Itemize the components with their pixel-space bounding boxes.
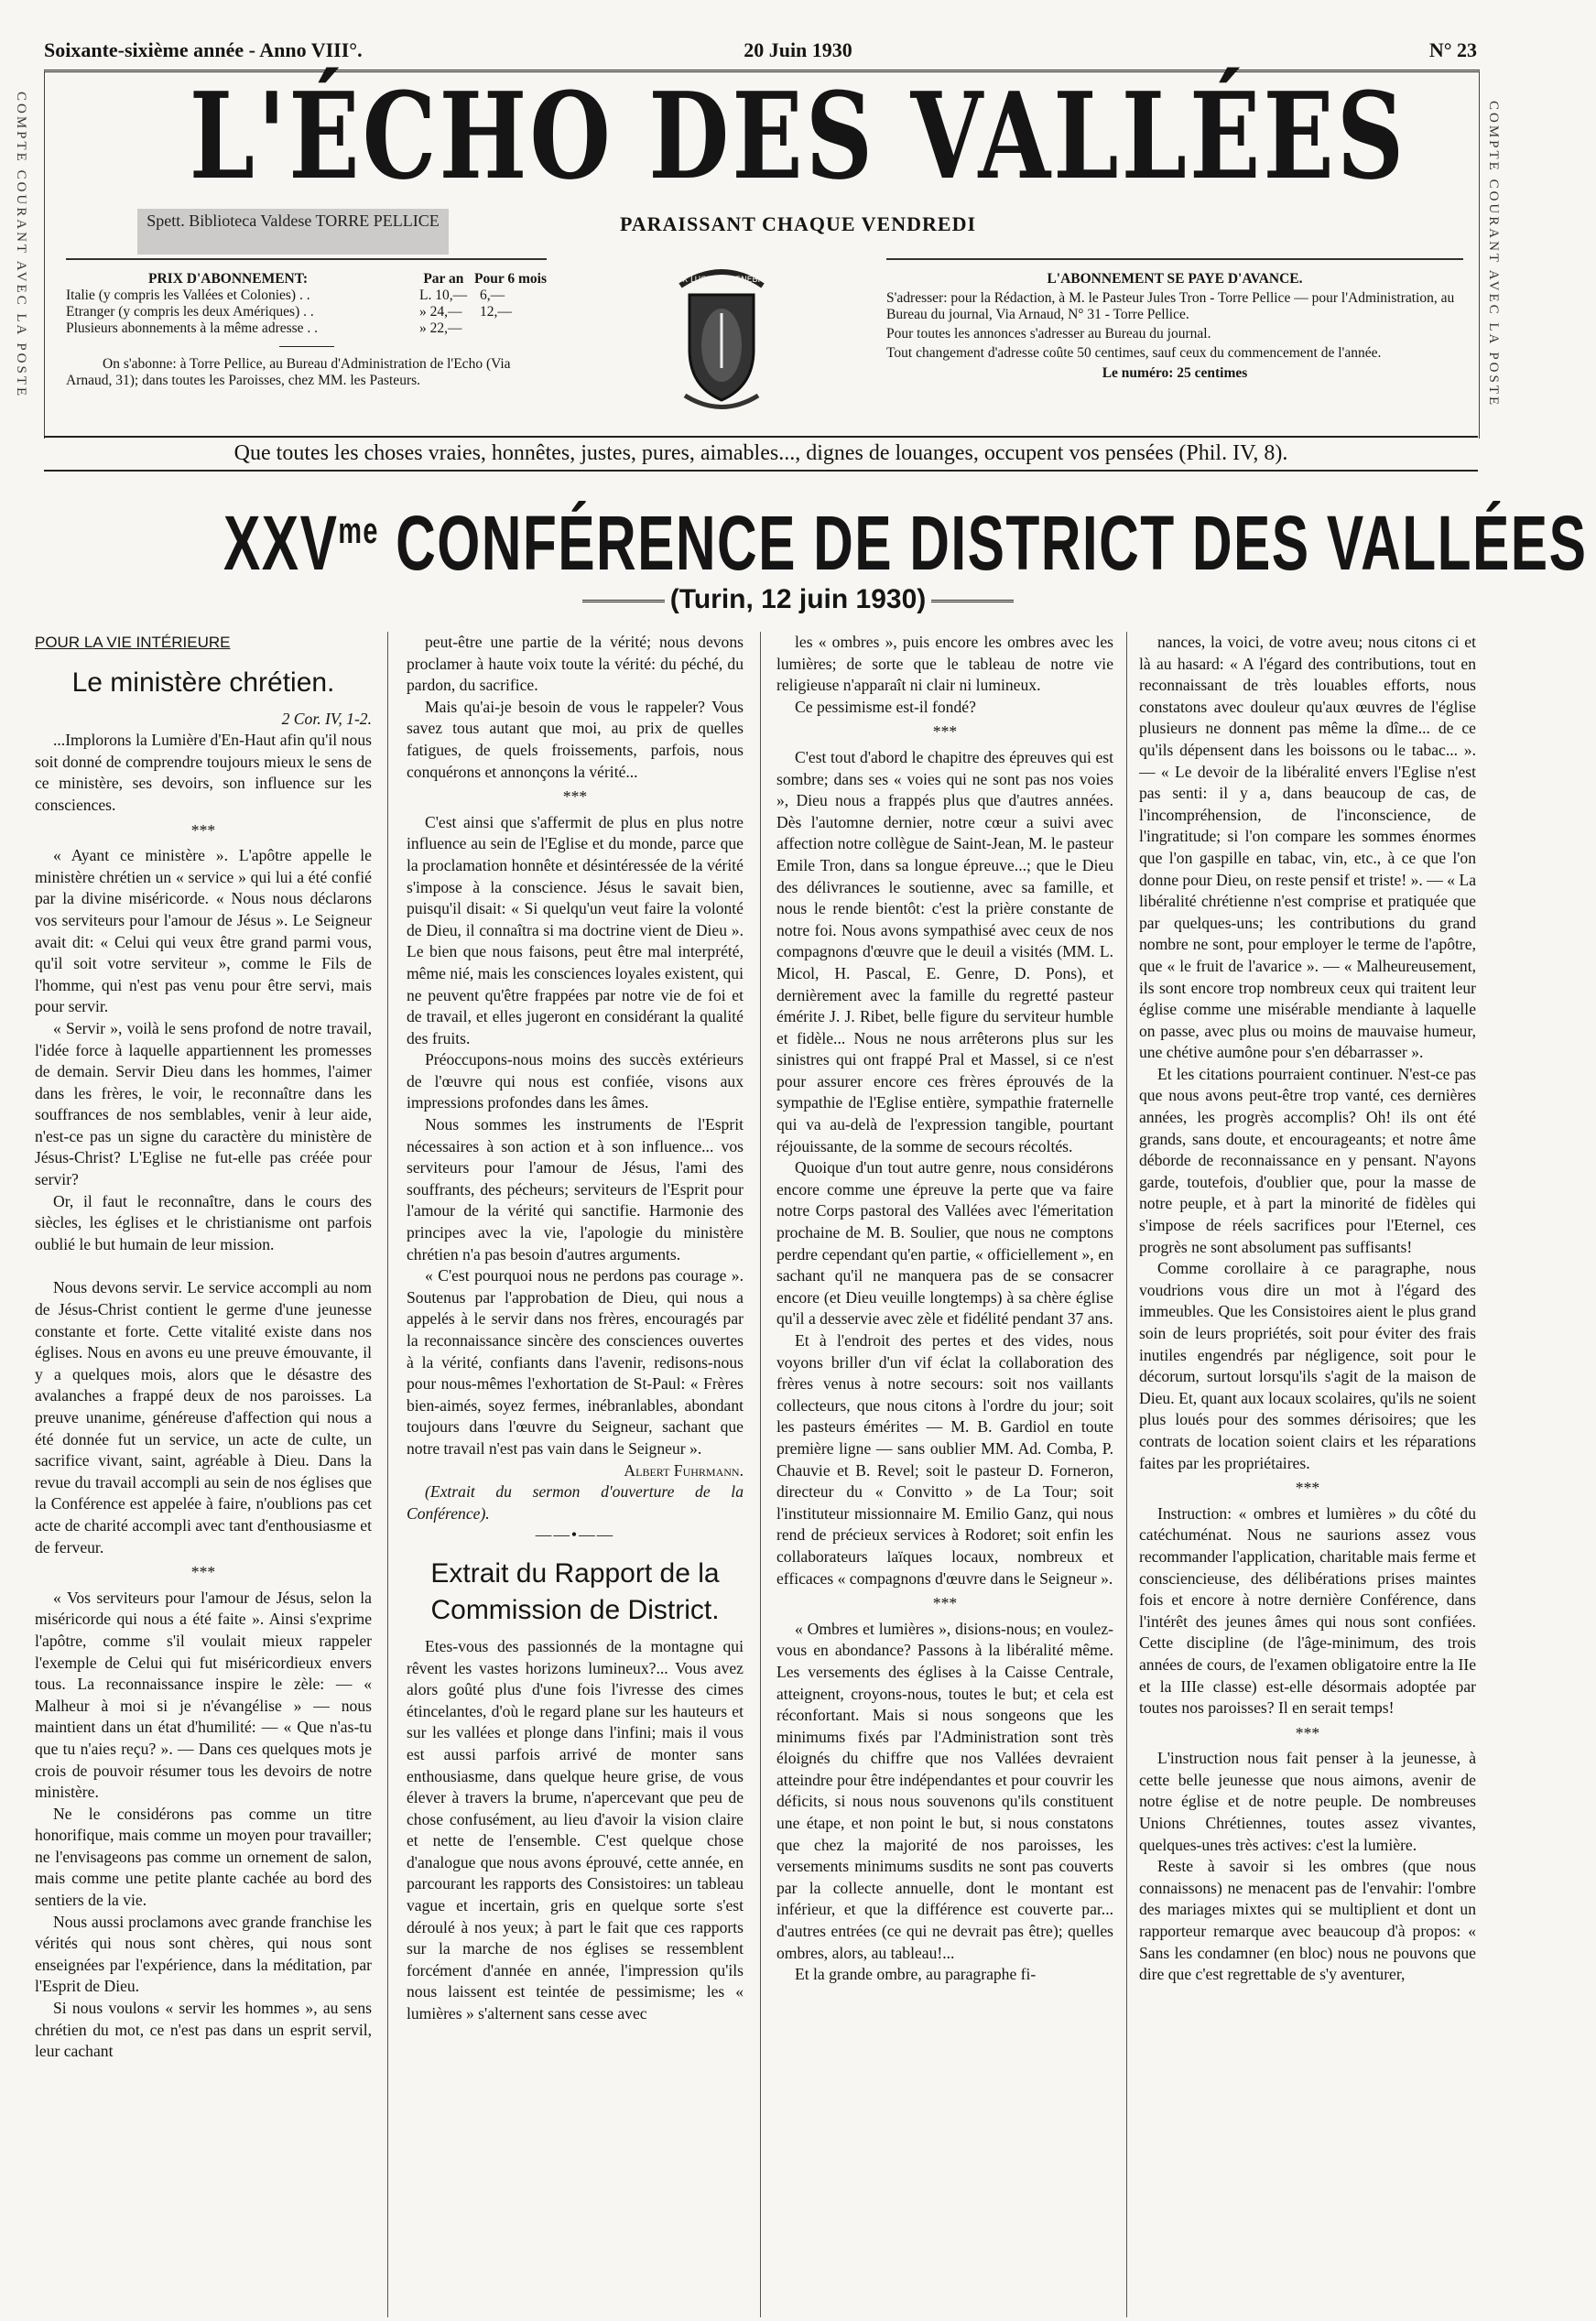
price-year: » 22,—	[419, 320, 462, 336]
price-six: 6,—	[480, 287, 505, 303]
source-note: (Extrait du sermon d'ouverture de la Conférence).	[407, 1482, 744, 1523]
emblem-motto: LUX LUCET IN TENEBRIS	[671, 276, 772, 285]
price-row	[66, 304, 517, 320]
paragraph: Reste à savoir si les ombres (que nous connaissons) ne menacent pas de l'envahir: l'ombre des mariages mixtes qui se multiplient et dont un rapporteur remarque avec beaucoup d'à propos: « Sans les condamner (en bloc) nous ne pouvons que dire que c'est regrettable de s'y aventurer,	[1139, 1857, 1476, 1984]
section-separator: ***	[1295, 1723, 1320, 1742]
section-label: POUR LA VIE INTÉRIEURE	[35, 634, 231, 651]
paragraph: L'instruction nous fait penser à la jeunesse, à cette belle jeunesse que nous aimons, avenir de notre église et de notre peuple. De nombreuses Unions Chrétiennes, toutes assez vivantes, quelques-unes très actives: c'est la lumière.	[1139, 1749, 1476, 1854]
author-signature: Albert Fuhrmann.	[624, 1460, 744, 1480]
price-row	[66, 320, 517, 337]
headline-sup: me	[338, 511, 379, 551]
paragraph: Nous devons servir. Le service accompli au nom de Jésus-Christ contient le germe d'une jeunesse constante et forte. Cette vitalité existe dans nos églises. Nous en avons eu une preuve émouvante, il y a quelques mois, alors que le désastre des avalanches a frappé deux de nos paroisses. La preuve unanime, généreuse d'affection qui nous a été donnée fut un service, un acte de culte, un sacrifice vivant, saint, agréable à Dieu. Dans la revue du travail accompli au sein de nos églises que la Conférence est appelée à faire, n'oublions pas cet acte de charité accompli avec tant d'enthousiasme et de ferveur.	[35, 1278, 372, 1556]
main-headline	[223, 487, 1588, 586]
spacer	[35, 1255, 372, 1277]
paragraph: Etes-vous des passionnés de la montagne qui rêvent les vastes horizons lumineux?... Vous avez alors goûté plus d'une fois l'ivresse des cimes étincelantes, d'où le regard plane sur les hauteurs et sur les vallées et plonge dans l'infini; mais il vous est aussi parfois arrivé de monter sans enthousiasme, dans quelque heure grise, de vous élever à travers la brume, n'apercevant que peu de chose confusément, au lieu d'avoir la vision claire et nette de l'ensemble. C'est quelque chose d'analogue que nous avons éprouvé, cette année, en parcourant les rapports des Consistoires: un tableau vague et incertain, gris en quelque sorte s'est déroulé à nos yeux; à part le fait que ces rapports sur la marche de nos églises se ressemblent forcément d'année en année, l'impression qu'ils nous laissent est teintée de pessimisme; les « lumières » s'alternent sans cesse avec	[407, 1636, 744, 2023]
paragraph: peut-être une partie de la vérité; nous devons proclamer à haute voix toute la vérité: du péché, du pardon, du sacrifice.	[407, 633, 744, 695]
column-2	[407, 632, 744, 2317]
paragraph: Et à l'endroit des pertes et des vides, nous voyons briller d'un vif éclat la collaboration des frères venus à notre secours: soit nos vaillants collecteurs, que nous citons à l'ordre du jour; soit les pasteurs émérites — M. B. Gardiol en toute première ligne — sans oublier MM. Ad. Comba, P. Chauvie et B. Revel; soit le pasteur D. Forneron, directeur du « Convitto » de La Tour; soit l'instituteur missionnaire M. Emilio Ganz, qui nous rend de précieux services à Rodoret; soit enfin les collaborateurs laïques locaux, nombreux et efficaces « compagnons d'œuvre dans le Seigneur ».	[776, 1331, 1113, 1588]
article-title: Extrait du Rapport de la Commission de District.	[430, 1557, 720, 1625]
paragraph: « Ombres et lumières », disions-nous; en voulez-vous en abondance? Passons à la libéralité même. Les versements des églises à la Caisse Centrale, atteignent, croyons-nous, toutes le but; et cela est réconfortant. Mais si nous songeons que les minimums fixés par l'Administration sont très éloignés du chiffre que nos Vallées devraient atteindre pour être indépendantes et pour couvrir les déficits, si nous nous souvenons qu'ils constituent une étape, et non point le but, si nous constatons que chez la majorité de nos paroisses, les versements minimums susdits ne sont pas couverts par la collecte annuelle, dont le montant est inférieur, et que la différence est couverte par... d'autres entrées (ce qui ne devrait pas être); quelles ombres, alors, au tableau!...	[776, 1619, 1113, 1962]
paragraph: nances, la voici, de votre aveu; nous citons ci et là au hasard: « A l'égard des contributions, tout en reconnaissant de très louables efforts, nous constatons avec douleur qu'aux œuvres de l'église plusieurs ne donnent pas même la dîme... de ce qu'ils dépensent dans les boissons ou le tabac... ». — « Le devoir de la libéralité envers l'Eglise n'est pas senti: il y a, dans beaucoup de cas, de l'incompréhension, de l'inconscience, de l'ingratitude; si l'on compare les sommes énormes que l'on gaspille en tabac, vin, etc., à ce que l'on donne pour Dieu, on reste pensif et triste! ». — « La libéralité chrétienne n'est comprise et pratiquée que par quelques-uns; les contributions du grand nombre ne sont, pour employer le terme de l'apôtre, que « le fruit de l'avarice ». — « Malheureusement, ils sont encore trop nombreux ceux qui traitent leur église comme une misérable mendiante à laquelle on passe, avec plus ou moins de mauvaise humeur, une chétive aumône pour s'en débarrasser ».	[1139, 633, 1476, 1062]
paragraph: Ce pessimisme est-il fondé?	[795, 697, 976, 716]
price-label: Plusieurs abonnements à la même adresse . .	[66, 320, 319, 336]
price-six	[480, 320, 517, 337]
headline-subtitle	[0, 584, 1596, 615]
paragraph: « Ayant ce ministère ». L'apôtre appelle le ministère chrétien un « service » qui lui a été confié par la divine miséricorde. « Nous nous déclarons vos serviteurs pour l'amour de Jésus ». Le Seigneur avait dit: « Celui qui veux être grand parmi vous, qu'il soit votre serviteur », comme le Fils de l'homme, qui n'est pas venu pour être servi, mais pour servir.	[35, 846, 372, 1016]
scripture-reference: 2 Cor. IV, 1-2.	[281, 709, 372, 728]
section-separator: ***	[1295, 1479, 1320, 1498]
motto: Que toutes les choses vraies, honnêtes, justes, pures, aimables..., dignes de louanges, occupent vos pensées (Phil. IV, 8).	[44, 436, 1478, 472]
paragraph: « Servir », voilà le sens profond de notre travail, l'idée force à laquelle appartiennent les promesses de demain. Servir Dieu dans les hommes, l'aimer dans les frères, le voir, le reconnaître dans les souffrances de nos semblables, venir à leur aide, n'est-ce pas un signe du caractère du ministère de Jésus-Christ? L'Eglise ne fut-elle pas créée pour servir?	[35, 1018, 372, 1189]
paragraph: « Vos serviteurs pour l'amour de Jésus, selon la miséricorde qui nous a été faite ». Ainsi s'exprime l'apôtre, comme s'il voulait mieux rappeler l'exemple de Celui qui fut miséricordieux envers tous. La reconnaissance inspire le zèle: — « Malheur à moi si je n'évangélise » — nous maintient dans un état d'humilité: — « Que n'as-tu que tu n'aies reçu? ». — Dans ces quelques mots je crois de pouvoir résumer tous les devoirs de notre ministère.	[35, 1588, 372, 1802]
paragraph: C'est ainsi que s'affermit de plus en plus notre influence au sein de l'Eglise et du monde, parce que la proclamation honnête et désintéressée de la vérité s'impose à la conscience. Jésus le savait bien, puisqu'il disait: « Si quelqu'un veut faire la volonté de Dieu, il connaîtra si ma doctrine vient de Dieu ». Le bien que nous faisons, peut être mal interprété, même nié, mais les consciences loyales existent, qui ne peuvent qu'être frappées par notre vie de foi et de travail, et elles jugeront en considérant la qualité des fruits.	[407, 812, 744, 1047]
column-divider	[760, 632, 761, 2317]
paragraph: Préoccupons-nous moins des succès extérieurs de l'œuvre qui nous est confiée, visons aux impressions profondes dans les âmes.	[407, 1050, 744, 1112]
info-address: S'adresser: pour la Rédaction, à M. le Pasteur Jules Tron - Torre Pellice — pour l'Administration, au Bureau du journal, Via Arnaud, N° 31 - Torre Pellice.	[886, 290, 1455, 322]
column-4	[1139, 632, 1476, 2317]
paragraph: Ne le considérons pas comme un titre honorifique, mais comme un moyen pour travailler; ne l'envisageons pas comme un ornement de salon, mais comme une petite plante cachée au bord des sentiers de la vie.	[35, 1804, 372, 1910]
section-separator: ***	[932, 1594, 958, 1613]
col-six: Pour 6 mois	[474, 271, 547, 287]
frequency-line: PARAISSANT CHAQUE VENDREDI	[619, 212, 977, 235]
price-year: L. 10,—	[419, 287, 468, 303]
section-separator: ***	[190, 820, 216, 840]
paragraph: Nous sommes les instruments de l'Esprit nécessaires à son action et à son influence... vos serviteurs pour l'amour de Jésus, l'ami des souffrants, des pécheurs; serviteurs de l'Esprit pour l'amour de la vérité qui sanctifie. Harmonie des principes avec la vie, l'apologie du ministère chrétien n'a pas besoin d'autres arguments.	[407, 1115, 744, 1264]
paragraph: Or, il faut le reconnaître, dans le cours des siècles, les églises et le christianisme ont parfois oublié le but humain de leur mission.	[35, 1191, 372, 1253]
paragraph: ...Implorons la Lumière d'En-Haut afin qu'il nous soit donné de comprendre toujours mieux le sens de ce ministère, ses devoirs, son influence sur les consciences.	[35, 731, 372, 814]
price-label: Italie (y compris les Vallées et Colonies) . .	[66, 287, 310, 303]
issue-number: N° 23	[1428, 38, 1477, 61]
issue-date: 20 Juin 1930	[744, 38, 852, 61]
paragraph: Quoique d'un tout autre genre, nous considérons encore comme une épreuve la perte que va faire notre Corps pastoral des Vallées avec l'émeritation prochaine de M. B. Soulier, que nous ne comptons perdre cependant qu'en partie, « officiellement », en sachant qu'il ne manquera pas de se consacrer encore (et Dieu veuille longtemps) à sa chère église qu'il a desservie avec zèle et fidélité pendant 37 ans.	[776, 1158, 1113, 1329]
edition-line: Soixante-sixième année - Anno VIII°.	[44, 38, 363, 61]
section-separator: ***	[562, 787, 588, 807]
article-title: Le ministère chrétien.	[71, 667, 335, 698]
info-ads: Pour toutes les annonces s'adresser au Bureau du journal.	[886, 326, 1211, 342]
paragraph: Si nous voulons « servir les hommes », au sens chrétien du mot, ce n'est pas dans un esprit servil, leur cachant	[35, 1999, 372, 2061]
info-change: Tout changement d'adresse coûte 50 centimes, sauf ceux du commencement de l'année.	[886, 345, 1382, 361]
side-text-right: COMPTE COURANT AVEC LA POSTE	[1486, 101, 1501, 408]
info-heading: L'ABONNEMENT SE PAYE D'AVANCE.	[1047, 271, 1303, 287]
info-price: Le numéro: 25 centimes	[1102, 365, 1248, 381]
price-label: Etranger (y compris les deux Amériques) . .	[66, 304, 314, 320]
col-year: Par an	[423, 271, 464, 287]
subscription-note: On s'abonne: à Torre Pellice, au Bureau d'Administration de l'Echo (Via Arnaud, 31); dans toutes les Paroisses, chez MM. les Pasteurs.	[66, 356, 511, 388]
subtitle-text: (Turin, 12 juin 1930)	[669, 584, 927, 614]
paragraph: Instruction: « ombres et lumières » du côté du catéchuménat. Nous ne saurions assez vous recommander l'application, charitable mais ferme et consciencieuse, des délibérations prises maintes fois et encore à notre dernière Conférence, dans l'intérêt des jeunes âmes qui nous sont confiées. Cette discipline (de l'âge-minimum, des trois années de cours, de l'examen obligatoire entre la IIe et la IIIe classe) est-elle désormais adoptée par toutes nos paroisses? Il en serait temps!	[1139, 1503, 1476, 1718]
paragraph: Mais qu'ai-je besoin de vous le rappeler? Vous savez tous autant que moi, au prix de quelles fatigues, de quels froissements, parfois, nous conquérons et annonçons la vérité...	[407, 697, 744, 781]
section-separator: ***	[932, 722, 958, 742]
subscription-box	[66, 258, 547, 389]
info-box	[886, 258, 1463, 382]
paragraph: Et les citations pourraient continuer. N'est-ce pas que nous avons peut-être trop vanté, ces dernières années, les progrès accomplis? Oh! ils ont été grands, sans doute, et encourageants; et notre âme déborde de reconnaissance en y pensant. N'ayons garde, toutefois, d'oublier que, pour la masse de notre peuple, et à part la minorité de fidèles qui s'impose de réels sacrifices pour l'Eternel, ces progrès ne sont absolument pas suffisants!	[1139, 1064, 1476, 1256]
section-separator: ***	[190, 1563, 216, 1582]
paragraph: Nous aussi proclamons avec grande franchise les vérités qui nous sont chères, qui nous sont enseignées par l'expérience, dans la méditation, par l'Esprit de Dieu.	[35, 1912, 372, 1996]
side-text-left: COMPTE COURANT AVEC LA POSTE	[14, 92, 28, 399]
paragraph: C'est tout d'abord le chapitre des épreuves qui est sombre; dans ses « voies qui ne sont pas nos voies », Dieu nous a frappés plus que d'autres années. Dès l'automne dernier, notre cœur a suivi avec affection notre collègue de Saint-Jean, M. le pasteur Emile Tron, dans sa longue épreuve...; que le Dieu des délivrances le soutienne, avec sa famille, et nous le rende bientôt: c'est la prière constante de notre foi. Nous avons sympathisé avec ceux de nos compagnons d'œuvre que le deuil a visités (MM. L. Micol, H. Pascal, E. Genre, D. Pons), et dernièrement avec la famille du regretté pasteur émérite J. J. Ribet, belle figure du serviteur humble et fidèle... Nous ne nous arrêterons plus sur les sinistres qui ont frappé Pral et Massel, si ce n'est pour assurer encore ces frères éprouvés de la sympathie de l'Eglise entière, sympathie fraternelle qui va au-delà de l'expression tangible, pourtant réjouissante, de la somme de secours récoltés.	[776, 747, 1113, 1155]
headline-text: CONFÉRENCE DE DISTRICT DES VALLÉES	[378, 500, 1588, 586]
price-year: » 24,—	[419, 304, 462, 320]
paragraph: les « ombres », puis encore les ombres avec les lumières; de sorte que le tableau de notre vie religieuse n'apparaît ni clair ni lumineux.	[776, 633, 1113, 695]
price-table	[66, 287, 517, 337]
paragraph: Et la grande ombre, au paragraphe fi-	[795, 1965, 1037, 1984]
waldensian-emblem-icon	[667, 258, 776, 423]
library-stamp: Spett. Biblioteca Valdese TORRE PELLICE	[137, 209, 449, 255]
price-row	[66, 287, 517, 304]
price-six: 12,—	[480, 304, 512, 320]
ornament: ——•——	[535, 1525, 615, 1545]
subscription-heading: PRIX D'ABONNEMENT:	[148, 271, 309, 287]
column-divider	[387, 632, 388, 2317]
column-3	[776, 632, 1113, 2317]
newspaper-title: L'ÉCHO DES VALLÉES	[189, 66, 1407, 206]
paragraph: Comme corollaire à ce paragraphe, nous voudrions vous dire un mot à l'égard des immeubles. Que les Consistoires aient le plus grand soin de leurs propriétés, soit pour éviter des frais inutiles engendrés par négligence, soit pour le décorum, surtout lorsqu'ils s'agit de la maison de Dieu. Et, quant aux locaux scolaires, qu'ils ne soient plus loués pour des sommes dérisoires; que les contrats de location soient clairs et les réparations faites par les propriétaires.	[1139, 1259, 1476, 1472]
headline-number: XXV	[223, 500, 339, 586]
column-1	[35, 632, 372, 2317]
column-divider	[1126, 632, 1127, 2317]
paragraph: « C'est pourquoi nous ne perdons pas courage ». Soutenus par l'approbation de Dieu, qui nous a appelés à le servir dans nos frères, encouragés par la reconnaissance sincère des consciences ouvertes à la vérité, confiants dans l'avenir, redisons-nous pour nous-mêmes l'exhortation de St-Paul: « Frères bien-aimés, soyez fermes, inébranlables, abondant toujours dans l'œuvre du Seigneur, sachant que notre travail n'est pas vain dans le Seigneur ».	[407, 1266, 744, 1458]
